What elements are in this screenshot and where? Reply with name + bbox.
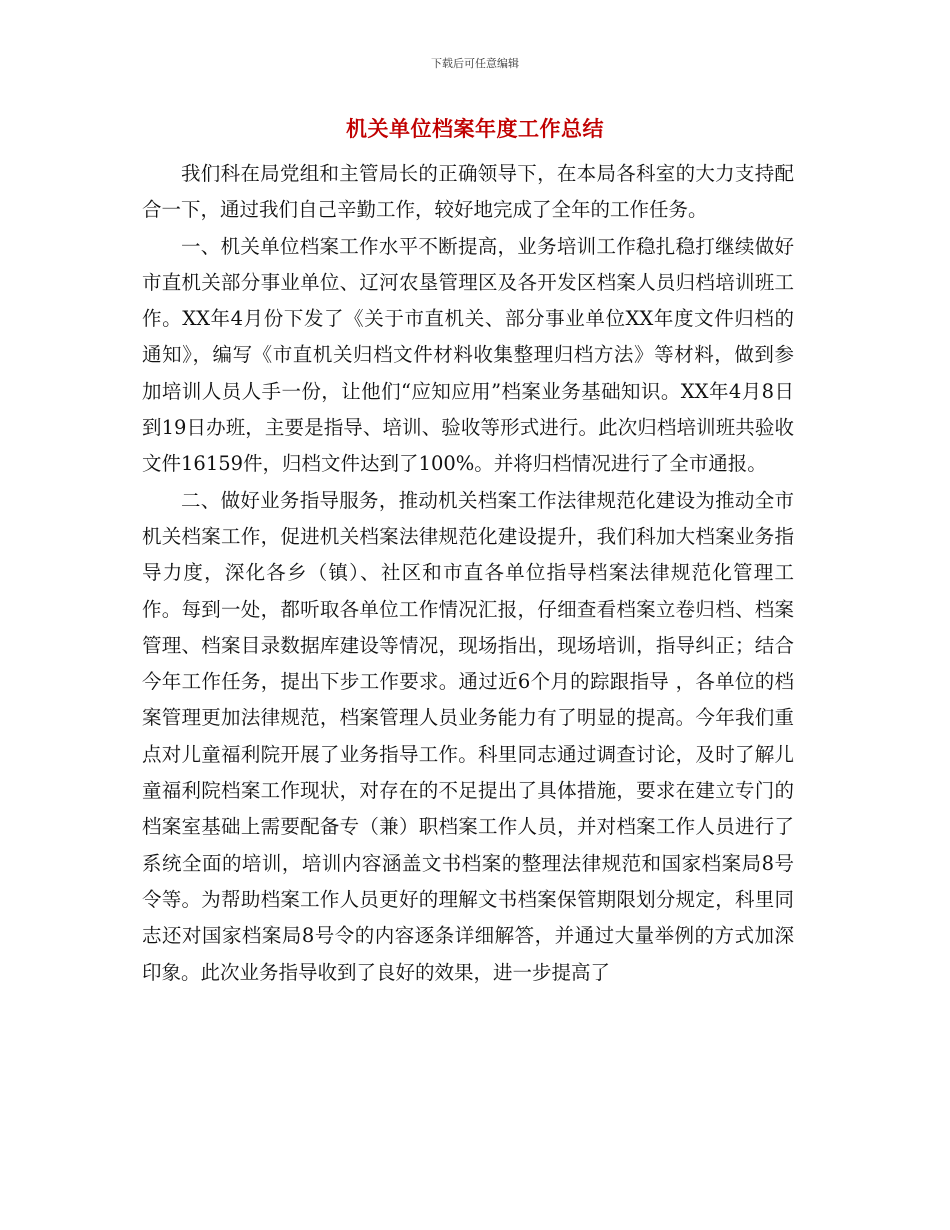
paragraph-section-2: 二、做好业务指导服务，推动机关档案工作法律规范化建设为推动全市机关档案工作，促进机关档案法律规范化建设提升，我们科加大档案业务指导力度，深化各乡（镇）、社区和市直各单位指导档案法律规范化管理工作。每到一处，都听取各单位工作情况汇报，仔细查看档案立卷归档、档案管理、档案目录数据库建设等情况，现场指出，现场培训，指导纠正；结合今年工作任务，提出下步工作要求。通过近6个月的踪跟指导 ，各单位的档案管理更加法律规范，档案管理人员业务能力有了明显的提高。今年我们重点对儿童福利院开展了业务指导工作。科里同志通过调查讨论，及时了解儿童福利院档案工作现状，对存在的不足提出了具体措施，要求在建立专门的档案室基础上需要配备专（兼）职档案工作人员，并对档案工作人员进行了系统全面的培训，培训内容涵盖文书档案的整理法律规范和国家档案局8号令等。为帮助档案工作人员更好的理解文书档案保管期限划分规定，科里同志还对国家档案局8号令的内容逐条详细解答，并通过大量举例的方式加深印象。此次业务指导收到了良好的效果，进一步提高了 xyxy=(142,488,794,984)
paragraph-intro: 我们科在局党组和主管局长的正确领导下，在本局各科室的大力支持配合一下，通过我们自己辛勤工作，较好地完成了全年的工作任务。 xyxy=(142,162,794,222)
document-body xyxy=(142,156,794,991)
paragraph-section-1: 一、机关单位档案工作水平不断提高，业务培训工作稳扎稳打继续做好市直机关部分事业单位、辽河农垦管理区及各开发区档案人员归档培训班工作。XX年4月份下发了《关于市直机关、部分事业单位XX年度文件归档的通知》，编写《市直机关归档文件材料收集整理归档方法》等材料，做到参加培训人员人手一份，让他们“应知应用”档案业务基础知识。XX年4月8日到19日办班，主要是指导、培训、验收等形式进行。此次归档培训班共验收文件16159件，归档文件达到了100%。并将归档情况进行了全市通报。 xyxy=(142,234,794,476)
document-title: 机关单位档案年度工作总结 xyxy=(346,117,604,141)
header-note: 下载后可任意编辑 xyxy=(431,57,519,70)
